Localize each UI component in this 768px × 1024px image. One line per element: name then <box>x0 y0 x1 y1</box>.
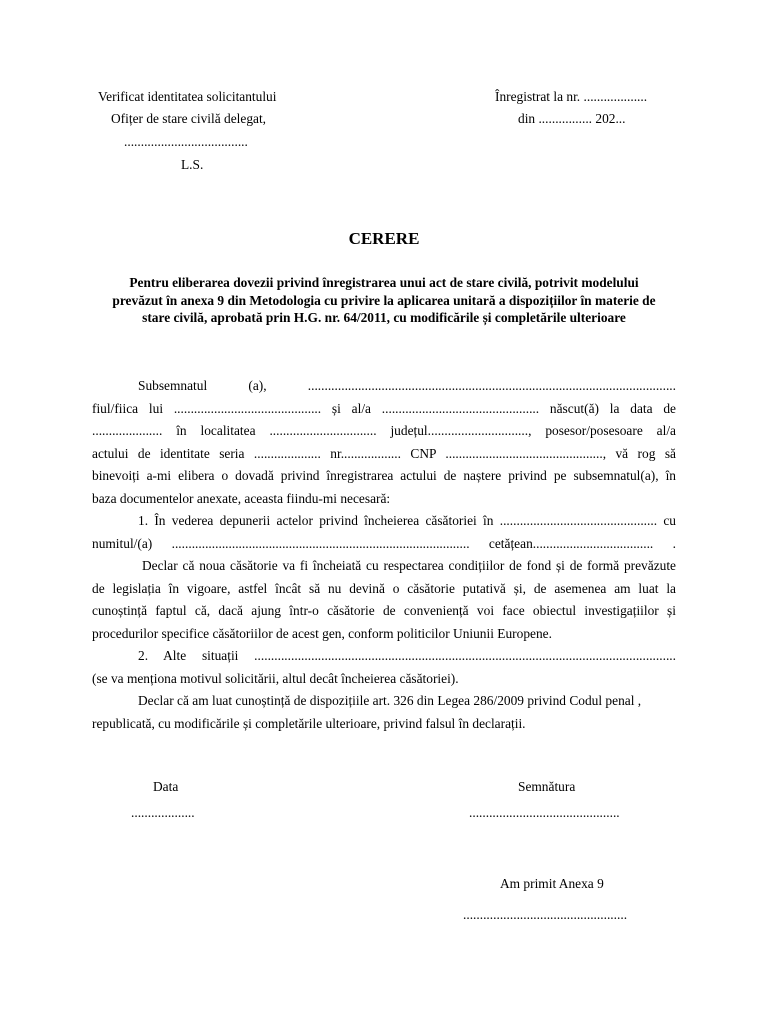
signature-label: Semnătura <box>518 779 576 794</box>
body-line-documents: baza documentelor anexate, aceasta fiindu-mi necesară: <box>92 490 391 506</box>
body-line-spouse: numitul/(a) ......................................................................................... cetățean.................................... . <box>92 535 676 551</box>
body-line-applicant: Subsemnatul (a), .............................................................................................................. <box>138 378 676 393</box>
registration-number-label: Înregistrat la nr. ................... <box>495 89 648 104</box>
body-line-declaration-1: Declar că noua căsătorie va fi încheiată cu respectarea condițiilor de fond și de formă prevăzute <box>142 558 676 573</box>
signature-line: ............................................. <box>469 805 620 820</box>
body-line-id: actului de identitate seria .................... nr.................. CNP ..............................................., vă rog să <box>92 445 676 461</box>
body-line-declaration-2: de legislația în vigoare, astfel încât să nu devină o căsătorie putativă și, de asemenea am luat la <box>92 580 676 596</box>
body-line-legal-1: Declar că am luat cunoștință de dispozițiile art. 326 din Legea 286/2009 privind Codul penal , <box>138 693 642 708</box>
verification-label: Verificat identitatea solicitantului <box>98 89 277 104</box>
body-line-option-2: 2. Alte situații .............................................................................................................................. <box>138 648 676 663</box>
delegated-officer-label: Ofițer de stare civilă delegat, <box>111 111 267 126</box>
body-line-option-1: 1. În vederea depunerii actelor privind încheierea căsătoriei în ............................................... cu <box>138 513 676 528</box>
received-annex-label: Am primit Anexa 9 <box>500 876 604 891</box>
request-body <box>92 375 676 735</box>
body-line-reason: (se va menționa motivul solicitării, altul decât încheierea căsătoriei). <box>92 670 459 686</box>
body-line-declaration-4: procedurilor specifice căsătoriilor de acest gen, conform politicilor Uniunii Europene. <box>92 625 552 641</box>
document-title: CERERE <box>348 229 420 248</box>
received-signature-line: ................................................. <box>463 907 628 922</box>
date-label: Data <box>153 779 179 794</box>
officer-signature-line: ..................................... <box>124 134 248 149</box>
body-line-birthplace: ..................... în localitatea ................................ județul.............................., posesor/posesoare al/a <box>92 423 676 438</box>
document-subtitle: Pentru eliberarea dovezii privind înregistrarea unui act de stare civilă, potrivit modelului prevăzut în anexa 9 din Metodologia cu privire la aplicarea unitară a dispozițiilor în materie de stare civilă, aprobată prin H.G. nr. 64/2011, cu modificările și completările ulterioare <box>112 275 656 325</box>
body-line-request: binevoiți a-mi elibera o dovadă privind înregistrarea actului de naștere privind pe subsemnatul(a), în <box>92 468 676 483</box>
seal-label: L.S. <box>181 157 204 172</box>
body-line-parents: fiul/fiica lui ............................................ și al/a ............................................... născut(ă) la data de <box>92 400 676 416</box>
body-line-legal-2: republicată, cu modificările și completările ulterioare, privind falsul în declarații. <box>92 715 526 731</box>
registration-date-label: din ................ 202... <box>518 111 626 126</box>
body-line-declaration-3: cunoștință faptul că, dacă ajung într-o căsătorie de conveniență voi face obiectul investigațiilor și <box>92 603 676 618</box>
date-line: ................... <box>131 805 195 820</box>
